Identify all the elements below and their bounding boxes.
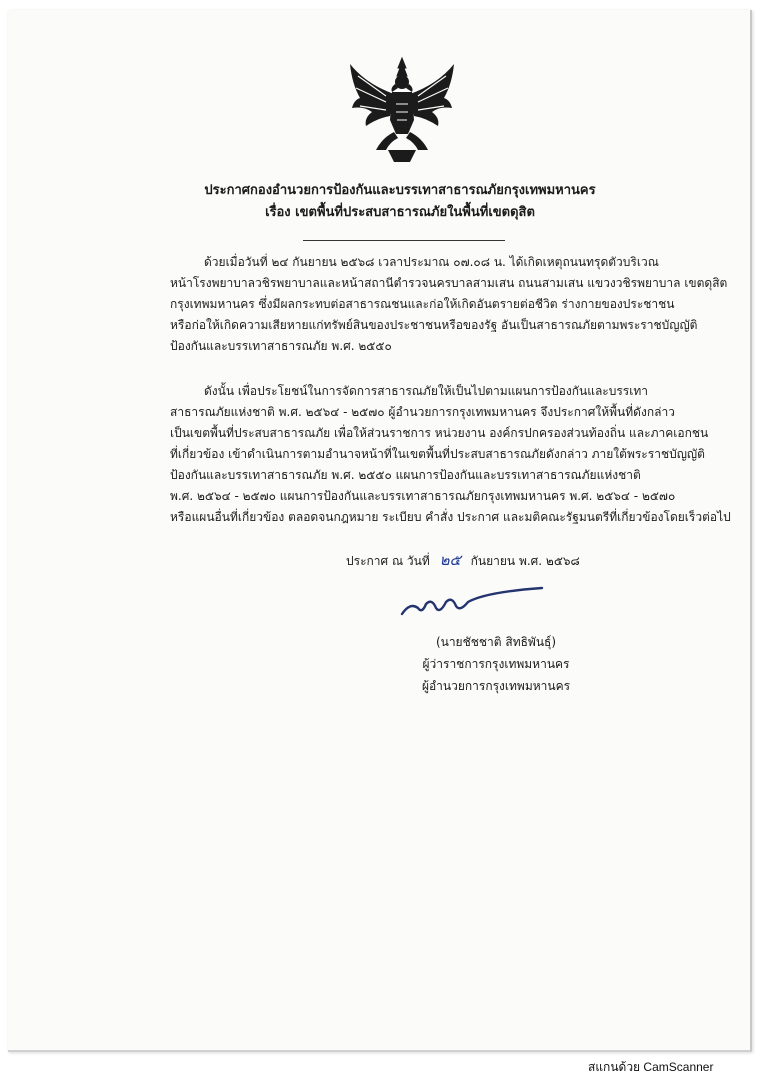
paragraph-line: ป้องกันและบรรเทาสาธารณภัย พ.ศ. ๒๕๕๐	[170, 339, 392, 353]
paragraph-line: เป็นเขตพื้นที่ประสบสาธารณภัย เพื่อให้ส่วนราชการ หน่วยงาน องค์กรปกครองส่วนท้องถิ่น และภาคเอกชน	[170, 426, 709, 440]
announcement-suffix: กันยายน พ.ศ. ๒๕๖๘	[470, 554, 580, 568]
paragraph-line: ด้วยเมื่อวันที่ ๒๔ กันยายน ๒๕๖๘ เวลาประมาณ ๐๗.๐๘ น. ได้เกิดเหตุถนนทรุดตัวบริเวณ	[204, 255, 659, 269]
paragraph-line: ดังนั้น เพื่อประโยชน์ในการจัดการสาธารณภัยให้เป็นไปตามแผนการป้องกันและบรรเทา	[204, 384, 648, 398]
paragraph-line: พ.ศ. ๒๕๖๔ - ๒๕๗๐ แผนการป้องกันและบรรเทาสาธารณภัยกรุงเทพมหานคร พ.ศ. ๒๕๖๔ - ๒๕๗๐	[170, 489, 676, 503]
document-subject: เรื่อง เขตพื้นที่ประสบสาธารณภัยในพื้นที่เขตดุสิต	[265, 205, 535, 220]
paragraph-2	[170, 381, 731, 528]
signatory-name: (นายชัชชาติ สิทธิพันธุ์)	[435, 635, 557, 649]
title-divider	[303, 240, 505, 241]
announcement-date	[346, 550, 580, 571]
camscanner-watermark: สแกนด้วย CamScanner	[588, 1060, 714, 1074]
paragraph-line: หน้าโรงพยาบาลวชิรพยาบาลและหน้าสถานีตำรวจนครบาลสามเสน ถนนสามเสน แขวงวชิรพยาบาล เขตดุสิต	[170, 276, 728, 290]
paragraph-line: หรือก่อให้เกิดความเสียหายแก่ทรัพย์สินของประชาชนหรือของรัฐ อันเป็นสาธารณภัยตามพระราชบัญญัติ	[170, 318, 698, 332]
announcement-prefix: ประกาศ ณ วันที่	[346, 554, 430, 568]
signatory-position-governor: ผู้ว่าราชการกรุงเทพมหานคร	[422, 657, 570, 671]
announcement-day: ๒๕	[439, 551, 461, 569]
garuda-emblem-icon	[346, 54, 458, 166]
signature-icon	[396, 584, 546, 624]
paragraph-1	[170, 252, 728, 357]
paragraph-line: กรุงเทพมหานคร ซึ่งมีผลกระทบต่อสาธารณชนและก่อให้เกิดอันตรายต่อชีวิต ร่างกายของประชาชน	[170, 297, 675, 311]
paragraph-line: หรือแผนอื่นที่เกี่ยวข้อง ตลอดจนกฎหมาย ระเบียบ คำสั่ง ประกาศ และมติคณะรัฐมนตรีที่เกี่ยวข้องโดยเร็วต่อไป	[170, 510, 731, 524]
document-page	[8, 10, 752, 1052]
paragraph-line: ป้องกันและบรรเทาสาธารณภัย พ.ศ. ๒๕๕๐ แผนการป้องกันและบรรเทาสาธารณภัยแห่งชาติ	[170, 468, 641, 482]
document-title: ประกาศกองอำนวยการป้องกันและบรรเทาสาธารณภัยกรุงเทพมหานคร	[204, 183, 596, 198]
signatory-position-director: ผู้อำนวยการกรุงเทพมหานคร	[421, 679, 571, 693]
paragraph-line: สาธารณภัยแห่งชาติ พ.ศ. ๒๕๖๔ - ๒๕๗๐ ผู้อำนวยการกรุงเทพมหานคร จึงประกาศให้พื้นที่ดังกล่าว	[170, 405, 675, 419]
paragraph-line: ที่เกี่ยวข้อง เข้าดำเนินการตามอำนาจหน้าที่ในเขตพื้นที่ประสบสาธารณภัยดังกล่าว ภายใต้พระราชบัญญัติ	[170, 447, 705, 461]
